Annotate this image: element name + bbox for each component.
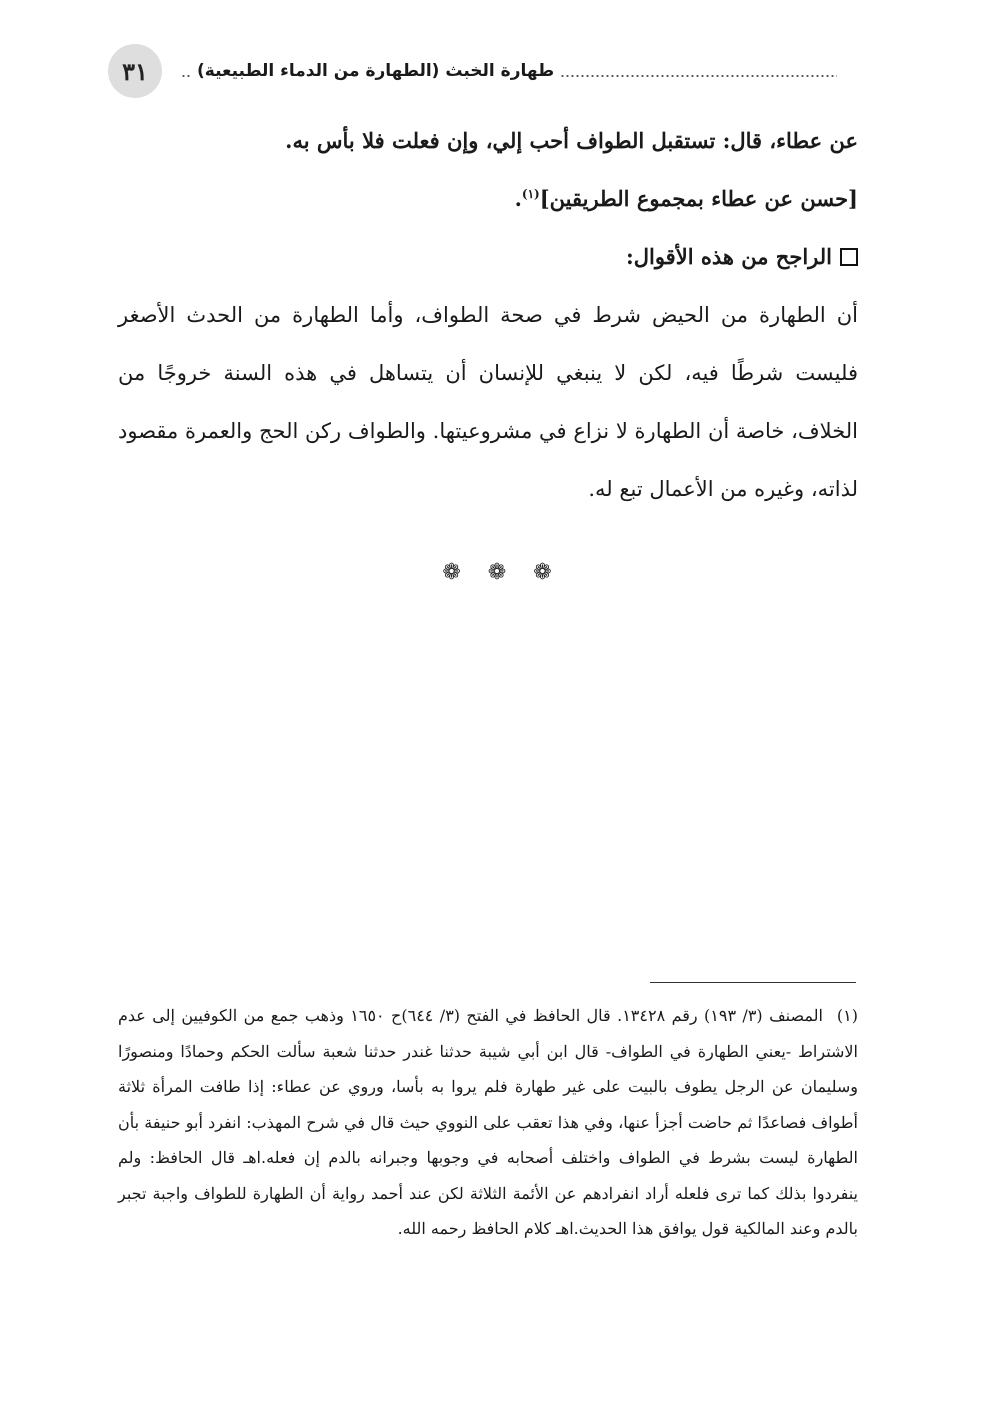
footnote-item [118, 998, 858, 1247]
flower-ornament-divider: ❁ ❁ ❁ [442, 560, 562, 585]
grading-text: [حسن عن عطاء بمجموع الطريقين] [539, 186, 858, 211]
section-heading [118, 228, 858, 286]
page-number-badge [108, 44, 162, 98]
running-header [175, 56, 843, 86]
header-leader-dots [560, 75, 837, 77]
footnote-reference[interactable]: (١) [521, 187, 540, 201]
grading-line [118, 170, 858, 228]
section-heading-text: الراجح من هذه الأقوال: [625, 244, 832, 269]
footnote-text: المصنف (٣/ ١٩٣) رقم ١٣٤٢٨. قال الحافظ في الفتح (٣/ ٦٤٤)ح ١٦٥٠ وذهب جمع من الكوفيين إلى عدم الاشتراط -يعني الطهارة في الطواف- قال ابن أبي شيبة حدثنا غندر حدثنا شعبة سألت الحكم وحمادًا ومنصورًا وسليمان عن الرجل يطوف بالبيت على غير طهارة فلم يروا به بأسا، وروي عن عطاء: إذا طافت المرأة ثلاثة أطواف فصاعدًا ثم حاضت أجزأ عنها، وفي هذا تعقب على النووي حيث قال في شرح المهذب: انفرد أبو حنيفة بأن الطهارة ليست بشرط في الطواف واختلف أصحابه في وجوبها وجبرانه بالدم إن فعله.اهـ قال الحافظ: ولم ينفردوا بذلك كما ترى فلعله أراد انفرادهم عن الأئمة الثلاثة لكن عند أحمد رواية أن الطهارة للطواف واجبة تجبر بالدم وعند المالكية قول يوافق هذا الحديث.اهـ كلام الحافظ رحمه الله. [118, 1006, 859, 1238]
footnote-marker: (١) [836, 1006, 858, 1025]
footnotes [118, 998, 858, 1247]
square-bullet-icon [840, 248, 858, 266]
main-text [118, 112, 858, 518]
header-leader-dots-right [181, 75, 191, 77]
page-number: ٣١ [122, 56, 148, 86]
quote-line: عن عطاء، قال: تستقبل الطواف أحب إلي، وإن فعلت فلا بأس به. [285, 128, 858, 153]
footnote-separator [650, 982, 856, 983]
grading-end: . [514, 186, 522, 211]
running-title: طهارة الخبث (الطهارة من الدماء الطبيعية) [197, 61, 555, 81]
conclusion-paragraph: أن الطهارة من الحيض شرط في صحة الطواف، وأما الطهارة من الحدث الأصغر فليست شرطًا فيه، لكن لا ينبغي للإنسان أن يتساهل في هذه السنة خروجًا من الخلاف، خاصة أن الطهارة لا نزاع في مشروعيتها. والطواف ركن الحج والعمرة مقصود لذاته، وغيره من الأعمال تبع له. [118, 303, 858, 501]
